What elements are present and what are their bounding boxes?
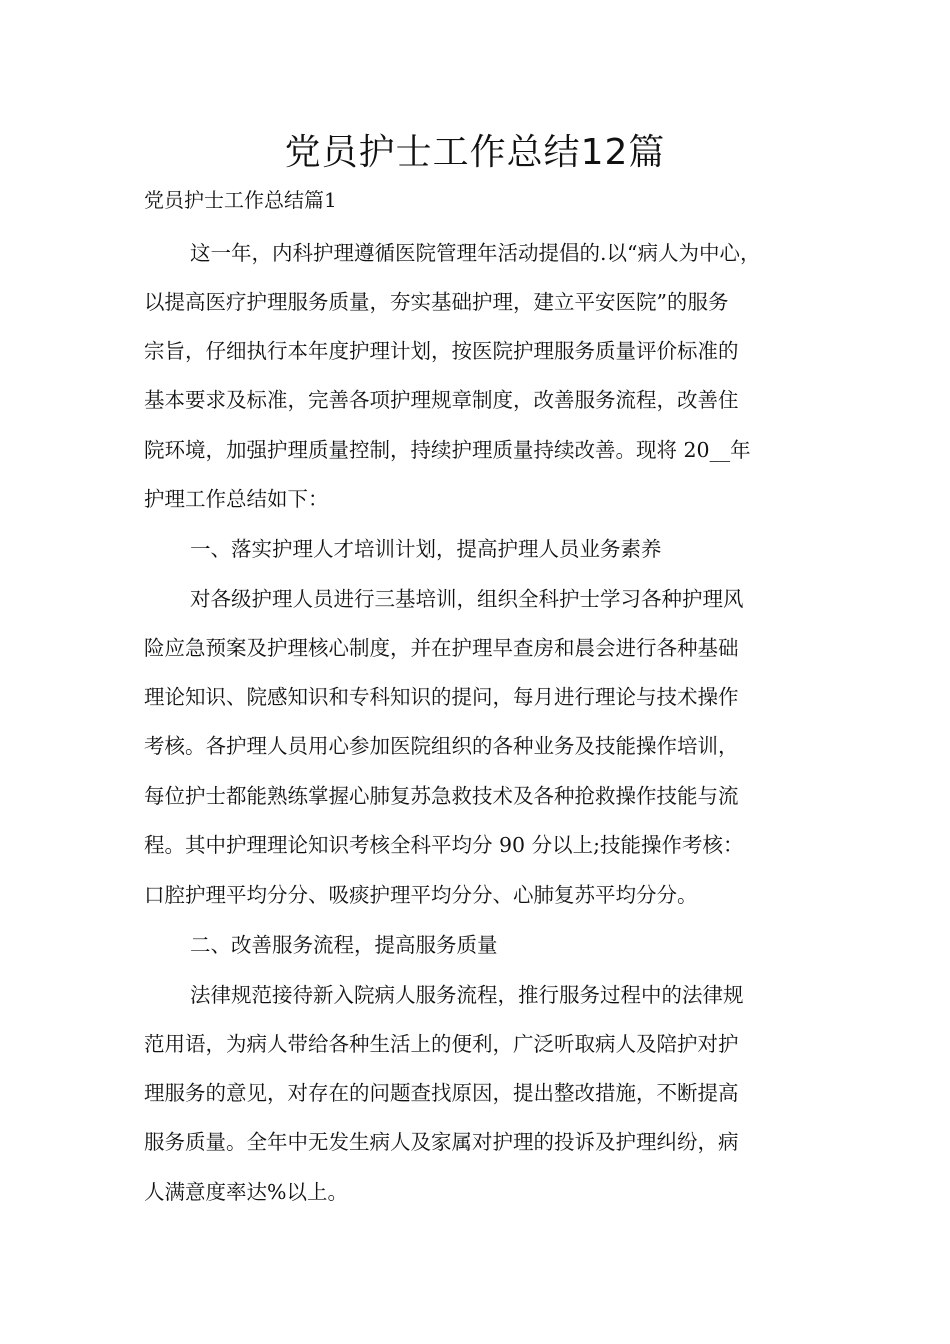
paragraph-line: 理论知识、院感知识和专科知识的提问，每月进行理论与技术操作: [144, 685, 739, 709]
paragraph-line: 考核。各护理人员用心参加医院组织的各种业务及技能操作培训，: [144, 734, 739, 758]
paragraph-line: 范用语，为病人带给各种生活上的便利，广泛听取病人及陪护对护: [144, 1032, 739, 1056]
paragraph-line: 每位护士都能熟练掌握心肺复苏急救技术及各种抢救操作技能与流: [144, 784, 739, 808]
paragraph-line: 这一年，内科护理遵循医院管理年活动提倡的.以“病人为中心，: [190, 241, 761, 265]
paragraph-line: 人满意度率达%以上。: [144, 1180, 348, 1204]
paragraph-line: 服务质量。全年中无发生病人及家属对护理的投诉及护理纠纷，病: [144, 1130, 739, 1154]
paragraph-line: 对各级护理人员进行三基培训，组织全科护士学习各种护理风: [190, 587, 744, 611]
section-heading: 一、落实护理人才培训计划，提高护理人员业务素养: [190, 537, 662, 561]
paragraph-line: 程。其中护理理论知识考核全科平均分 90 分以上;技能操作考核：: [144, 833, 744, 857]
paragraph-line: 宗旨，仔细执行本年度护理计划，按医院护理服务质量评价标准的: [144, 339, 739, 363]
paragraph-line: 护理工作总结如下：: [144, 487, 329, 511]
document-subtitle: 党员护士工作总结篇1: [144, 188, 337, 212]
paragraph-line: 理服务的意见，对存在的问题查找原因，提出整改措施，不断提高: [144, 1081, 739, 1105]
paragraph-line: 险应急预案及护理核心制度，并在护理早查房和晨会进行各种基础: [144, 636, 739, 660]
section-heading: 二、改善服务流程，提高服务质量: [190, 933, 498, 957]
paragraph-line: 口腔护理平均分分、吸痰护理平均分分、心肺复苏平均分分。: [144, 883, 698, 907]
paragraph-line: 法律规范接待新入院病人服务流程，推行服务过程中的法律规: [190, 983, 744, 1007]
paragraph-line: 以提高医疗护理服务质量，夯实基础护理，建立平安医院”的服务: [144, 290, 729, 314]
paragraph-line: 院环境，加强护理质量控制，持续护理质量持续改善。现将 20__年: [144, 438, 751, 462]
document-title: 党员护士工作总结12篇: [284, 132, 666, 173]
paragraph-line: 基本要求及标准，完善各项护理规章制度，改善服务流程，改善住: [144, 388, 739, 412]
